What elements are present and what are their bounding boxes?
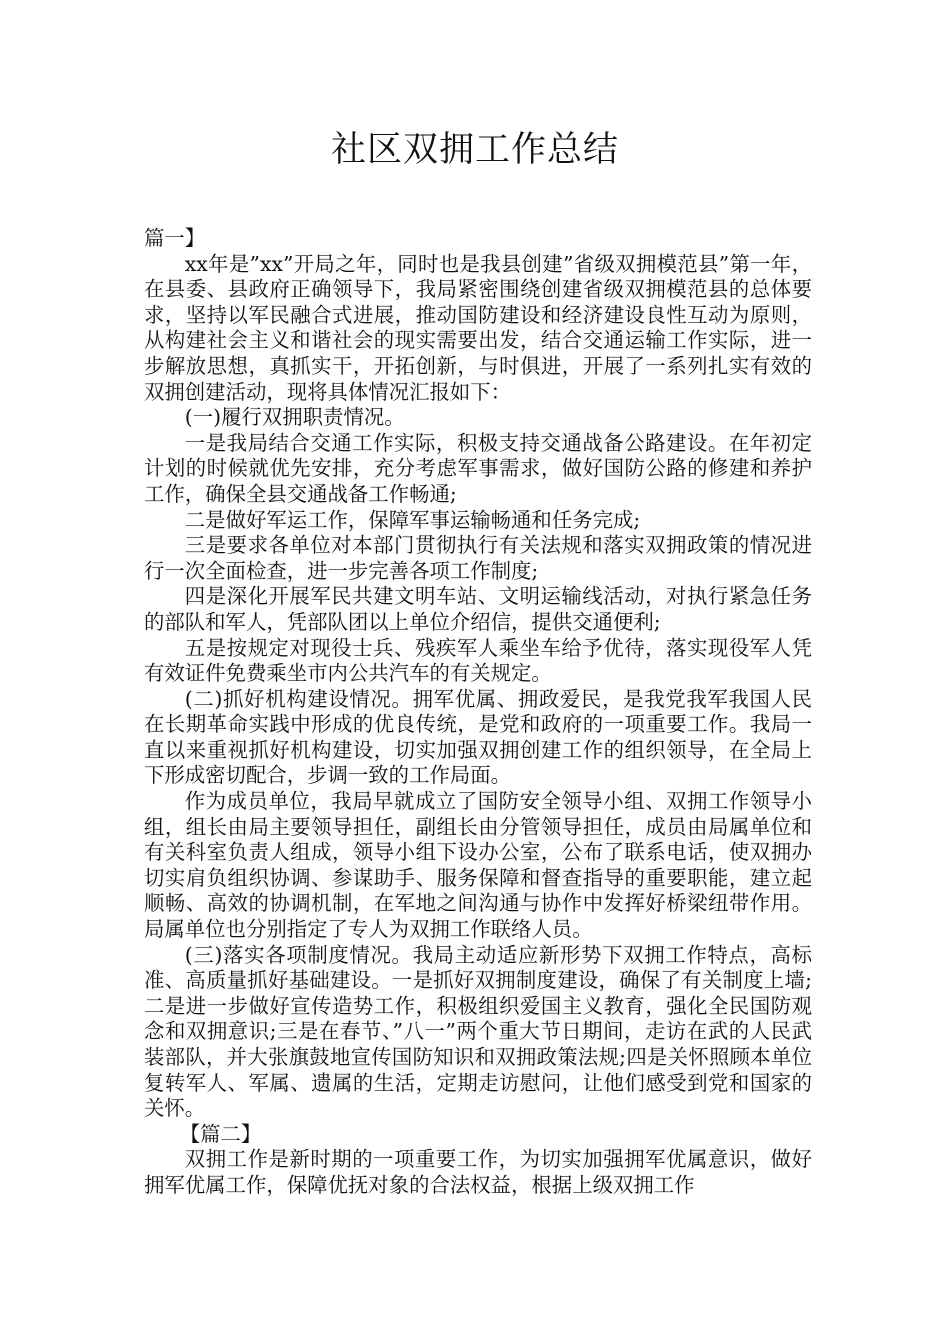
- paragraph-item-3: 三是要求各单位对本部门贯彻执行有关法规和落实双拥政策的情况进行一次全面检查，进一步完善各项工作制度;: [144, 533, 812, 583]
- section-heading-part-one: 篇一】: [144, 226, 206, 250]
- document-title: 社区双拥工作总结: [330, 130, 619, 170]
- paragraph-item-2: 二是做好军运工作，保障军事运输畅通和任务完成;: [184, 507, 641, 532]
- paragraph-subheading-1: (一)履行双拥职责情况。: [184, 405, 405, 430]
- paragraph-item-1: 一是我局结合交通工作实际，积极支持交通战备公路建设。在年初定计划的时候就优先安排，充分考虑军事需求，做好国防公路的修建和养护工作，确保全县交通战备工作畅通;: [144, 430, 812, 506]
- paragraph-subheading-2: (二)抓好机构建设情况。拥军优属、拥政爱民，是我党我军我国人民在长期革命实践中形成的优良传统，是党和政府的一项重要工作。我局一直以来重视抓好机构建设，切实加强双拥创建工作的组织领导，在全局上下形成密切配合，步调一致的工作局面。: [144, 686, 812, 788]
- paragraph-organization: 作为成员单位，我局早就成立了国防安全领导小组、双拥工作领导小组，组长由局主要领导担任，副组长由分管领导担任，成员由局属单位和有关科室负责人组成，领导小组下设办公室，公布了联系电话，使双拥办切实肩负组织协调、参谋助手、服务保障和督查指导的重要职能，建立起顺畅、高效的协调机制，在军地之间沟通与协作中发挥好桥梁纽带作用。局属单位也分别指定了专人为双拥工作联络人员。: [144, 789, 812, 942]
- paragraph-part-two-intro: 双拥工作是新时期的一项重要工作，为切实加强拥军优属意识，做好拥军优属工作，保障优抚对象的合法权益，根据上级双拥工作: [144, 1147, 812, 1197]
- section-heading-part-two: 【篇二】: [179, 1121, 262, 1146]
- paragraph-subheading-3: (三)落实各项制度情况。我局主动适应新形势下双拥工作特点，高标准、高质量抓好基础建设。一是抓好双拥制度建设，确保了有关制度上墙;二是进一步做好宣传造势工作，积极组织爱国主义教育，强化全民国防观念和双拥意识;三是在春节、”八一”两个重大节日期间，走访在武的人民武装部队，并大张旗鼓地宣传国防知识和双拥政策法规;四是关怀照顾本单位复转军人、军属、遗属的生活，定期走访慰问，让他们感受到党和国家的关怀。: [144, 942, 812, 1121]
- paragraph-item-5: 五是按规定对现役士兵、残疾军人乘坐车给予优待，落实现役军人凭有效证件免费乘坐市内公共汽车的有关规定。: [144, 635, 812, 686]
- document-body: [144, 226, 812, 1199]
- paragraph-intro: xx年是”xx”开局之年，同时也是我县创建”省级双拥模范县”第一年，在县委、县政府正确领导下，我局紧密围绕创建省级双拥模范县的总体要求，坚持以军民融合式进展，推动国防建设和经济建设良性互动为原则，从构建社会主义和谐社会的现实需要出发，结合交通运输工作实际，进一步解放思想，真抓实干，开拓创新，与时俱进，开展了一系列扎实有效的双拥创建活动，现将具体情况汇报如下：: [144, 251, 812, 404]
- paragraph-item-4: 四是深化开展军民共建文明车站、文明运输线活动，对执行紧急任务的部队和军人，凭部队团以上单位介绍信，提供交通便利;: [144, 584, 812, 634]
